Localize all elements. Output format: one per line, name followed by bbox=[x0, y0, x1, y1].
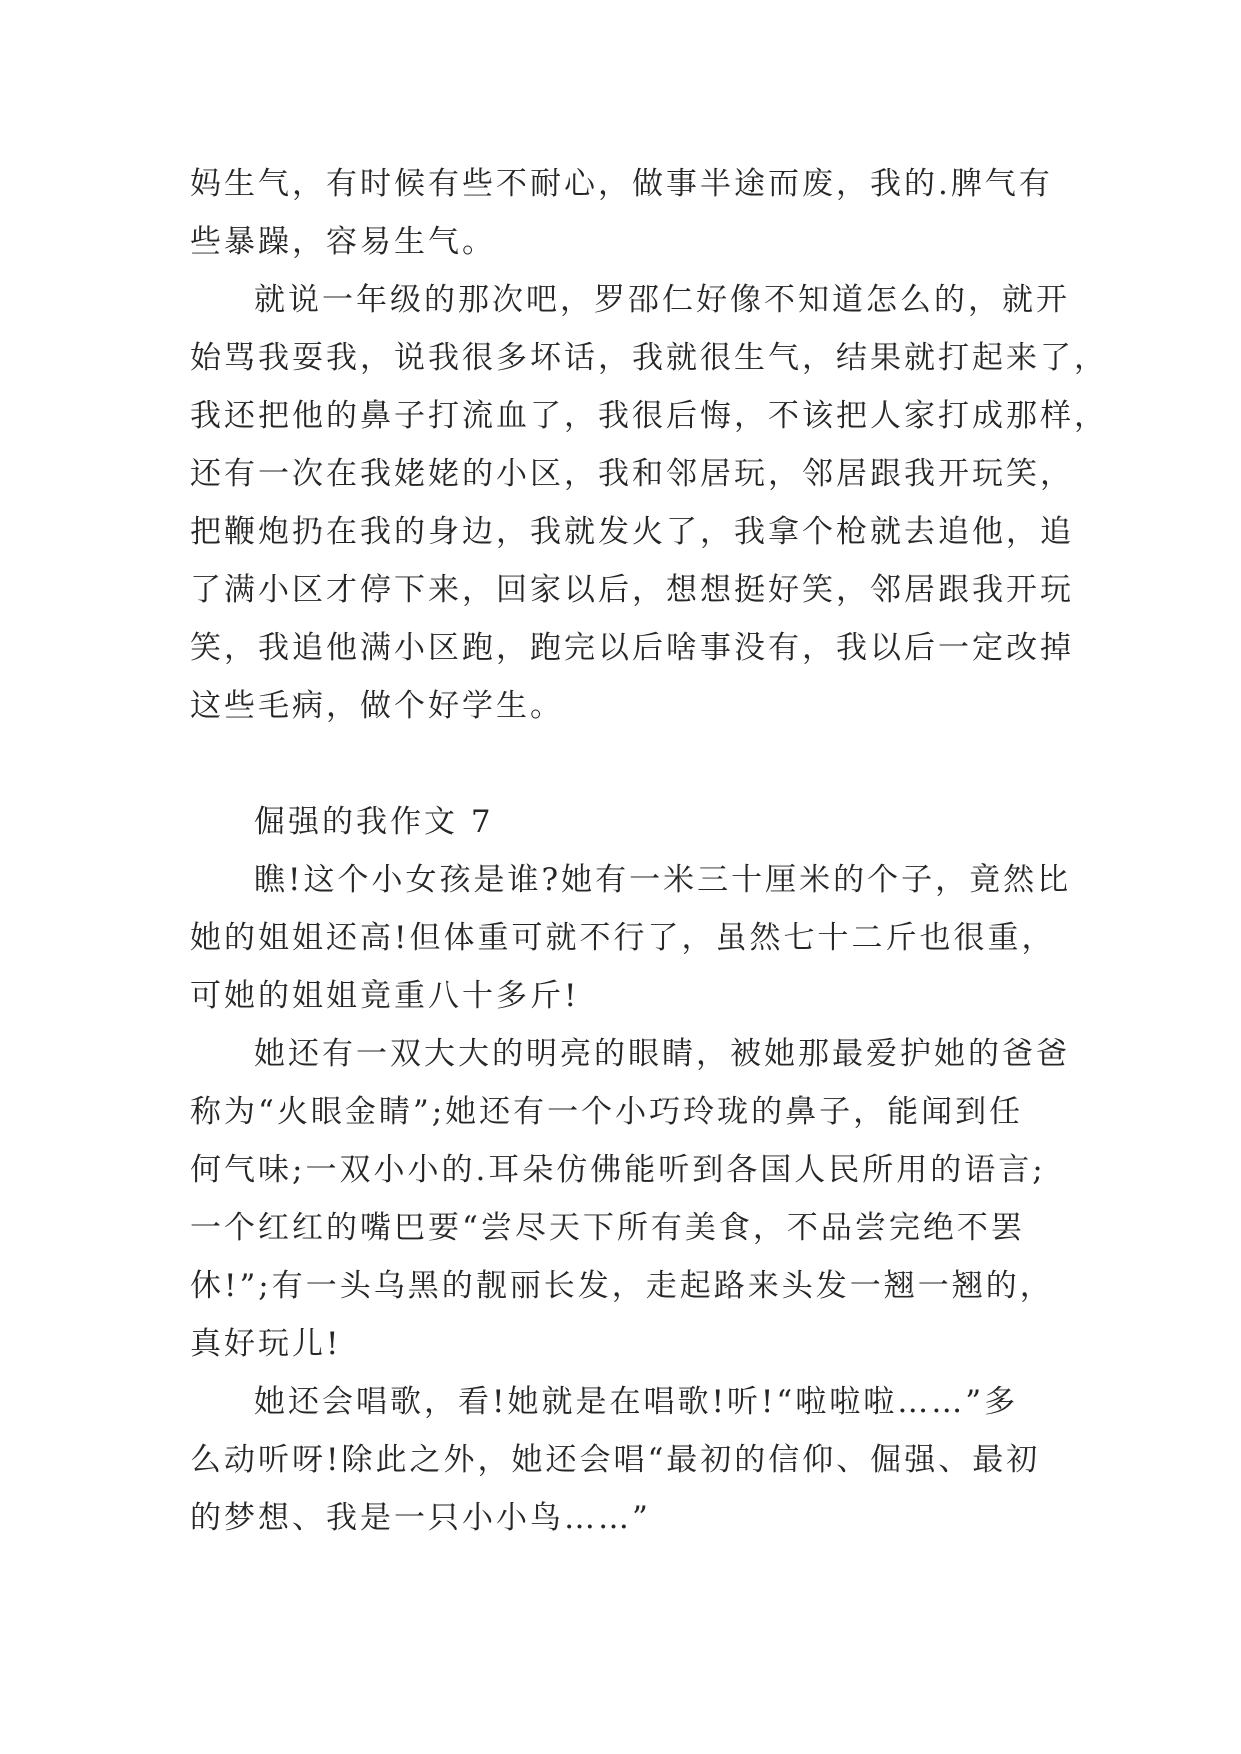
text-line: 一个红红的嘴巴要“尝尽天下所有美食，不品尝完绝不罢 bbox=[190, 1210, 1025, 1246]
paragraph-1 bbox=[190, 155, 1060, 271]
text-line: 些暴躁，容易生气。 bbox=[190, 224, 496, 260]
text-line: 还有一次在我姥姥的小区，我和邻居玩，邻居跟我开玩笑， bbox=[190, 456, 1074, 492]
paragraph-4 bbox=[190, 1025, 1070, 1373]
essay-heading-block bbox=[190, 793, 1060, 851]
document-body bbox=[190, 155, 1108, 1547]
text-line: 休!”;有一头乌黑的靓丽长发，走起路来头发一翘一翘的， bbox=[190, 1268, 1054, 1304]
text-line: 真好玩儿! bbox=[190, 1326, 342, 1362]
text-line: 了满小区才停下来，回家以后，想想挺好笑，邻居跟我开玩 bbox=[190, 572, 1074, 608]
text-line: 就说一年级的那次吧，罗邵仁好像不知道怎么的，就开 bbox=[254, 282, 1070, 318]
text-line: 么动听呀!除此之外，她还会唱“最初的信仰、倔强、最初 bbox=[190, 1442, 1041, 1478]
essay-title: 倔强的我作文 7 bbox=[254, 804, 494, 840]
text-line: 我还把他的鼻子打流血了，我很后悔，不该把人家打成那样， bbox=[190, 398, 1108, 434]
paragraph-3 bbox=[190, 851, 1072, 1025]
text-line: 称为“火眼金睛”;她还有一个小巧玲珑的鼻子，能闻到任 bbox=[190, 1094, 1024, 1130]
paragraph-2 bbox=[190, 271, 1108, 735]
text-line: 她的姐姐还高!但体重可就不行了，虽然七十二斤也很重， bbox=[190, 920, 1056, 956]
text-line: 何气味;一双小小的.耳朵仿佛能听到各国人民所用的语言; bbox=[190, 1152, 1046, 1188]
text-line: 妈生气，有时候有些不耐心，做事半途而废，我的.脾气有 bbox=[190, 166, 1053, 202]
text-line: 这些毛病，做个好学生。 bbox=[190, 688, 564, 724]
text-line: 把鞭炮扔在我的身边，我就发火了，我拿个枪就去追他，追 bbox=[190, 514, 1074, 550]
text-line: 可她的姐姐竟重八十多斤! bbox=[190, 978, 580, 1014]
text-line: 笑，我追他满小区跑，跑完以后啥事没有，我以后一定改掉 bbox=[190, 630, 1074, 666]
text-line: 始骂我耍我，说我很多坏话，我就很生气，结果就打起来了， bbox=[190, 340, 1108, 376]
paragraph-5 bbox=[190, 1373, 1060, 1547]
text-line: 瞧!这个小女孩是谁?她有一米三十厘米的个子，竟然比 bbox=[254, 862, 1072, 898]
text-line: 她还有一双大大的明亮的眼睛，被她那最爱护她的爸爸 bbox=[254, 1036, 1070, 1072]
text-line: 她还会唱歌，看!她就是在唱歌!听!“啦啦啦……”多 bbox=[254, 1384, 1019, 1420]
text-line: 的梦想、我是一只小小鸟……” bbox=[190, 1500, 651, 1536]
